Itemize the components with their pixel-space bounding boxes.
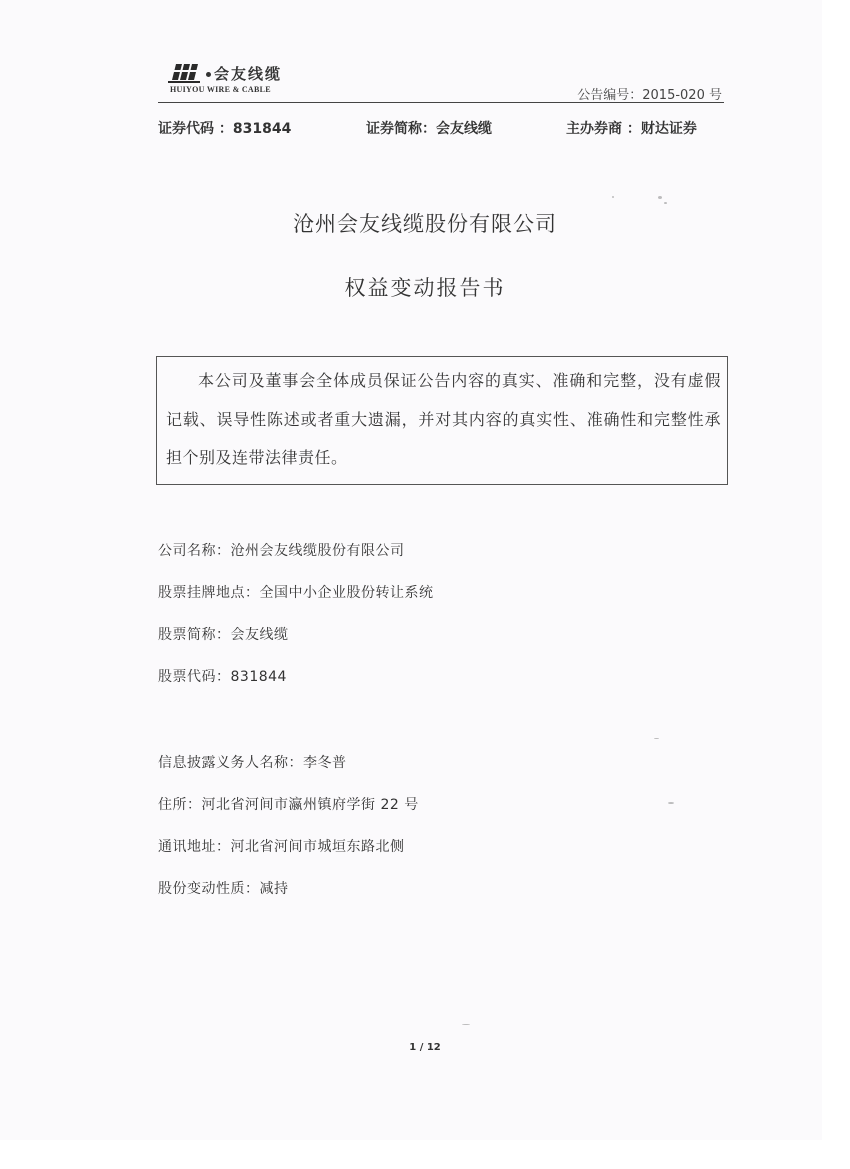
company-logo (168, 62, 318, 96)
company-name-line: 公司名称：沧州会友线缆股份有限公司 (158, 543, 405, 559)
header-divider (158, 102, 724, 103)
stock-code-line: 股票代码：831844 (158, 669, 287, 685)
stock-short-name: 证券简称：会友线缆 (366, 121, 492, 137)
scan-speck (658, 196, 662, 199)
discloser-name-line: 信息披露义务人名称：李冬普 (158, 755, 347, 771)
page-number: 1 / 12 (409, 1042, 441, 1053)
stock-abbr-line: 股票简称：会友线缆 (158, 627, 289, 643)
notice-number: 公告编号：2015-020 号 (577, 88, 722, 103)
scan-speck (654, 738, 659, 739)
scan-speck (668, 802, 674, 804)
scan-speck (664, 202, 667, 204)
scan-edge (822, 0, 850, 1169)
sponsor-broker: 主办券商 ：财达证券 (566, 121, 697, 137)
logo-mark-icon (168, 62, 204, 84)
logo-english-name: HUIYOU WIRE & CABLE (170, 85, 271, 94)
scan-bottom-edge (0, 1140, 850, 1169)
logo-chinese-name: 会友线缆 (214, 65, 283, 83)
company-title: 沧州会友线缆股份有限公司 (293, 212, 557, 236)
disclaimer-text: 本公司及董事会全体成员保证公告内容的真实、准确和完整，没有虚假记载、误导性陈述或者重大遗漏，并对其内容的真实性、准确性和完整性承担个别及连带法律责任。 (166, 371, 721, 467)
mailing-address-line: 通讯地址：河北省河间市城垣东路北侧 (158, 839, 405, 855)
report-title: 权益变动报告书 (344, 276, 506, 300)
residence-line: 住所：河北省河间市瀛州镇府学街 22 号 (158, 797, 419, 813)
listing-venue-line: 股票挂牌地点：全国中小企业股份转让系统 (158, 585, 434, 601)
scan-speck (462, 1024, 470, 1025)
disclaimer-box (156, 356, 728, 485)
stock-code: 证券代码 ：831844 (158, 121, 292, 137)
scan-speck (612, 196, 614, 198)
change-nature-line: 股份变动性质：减持 (158, 881, 289, 897)
logo-dot (206, 72, 211, 77)
